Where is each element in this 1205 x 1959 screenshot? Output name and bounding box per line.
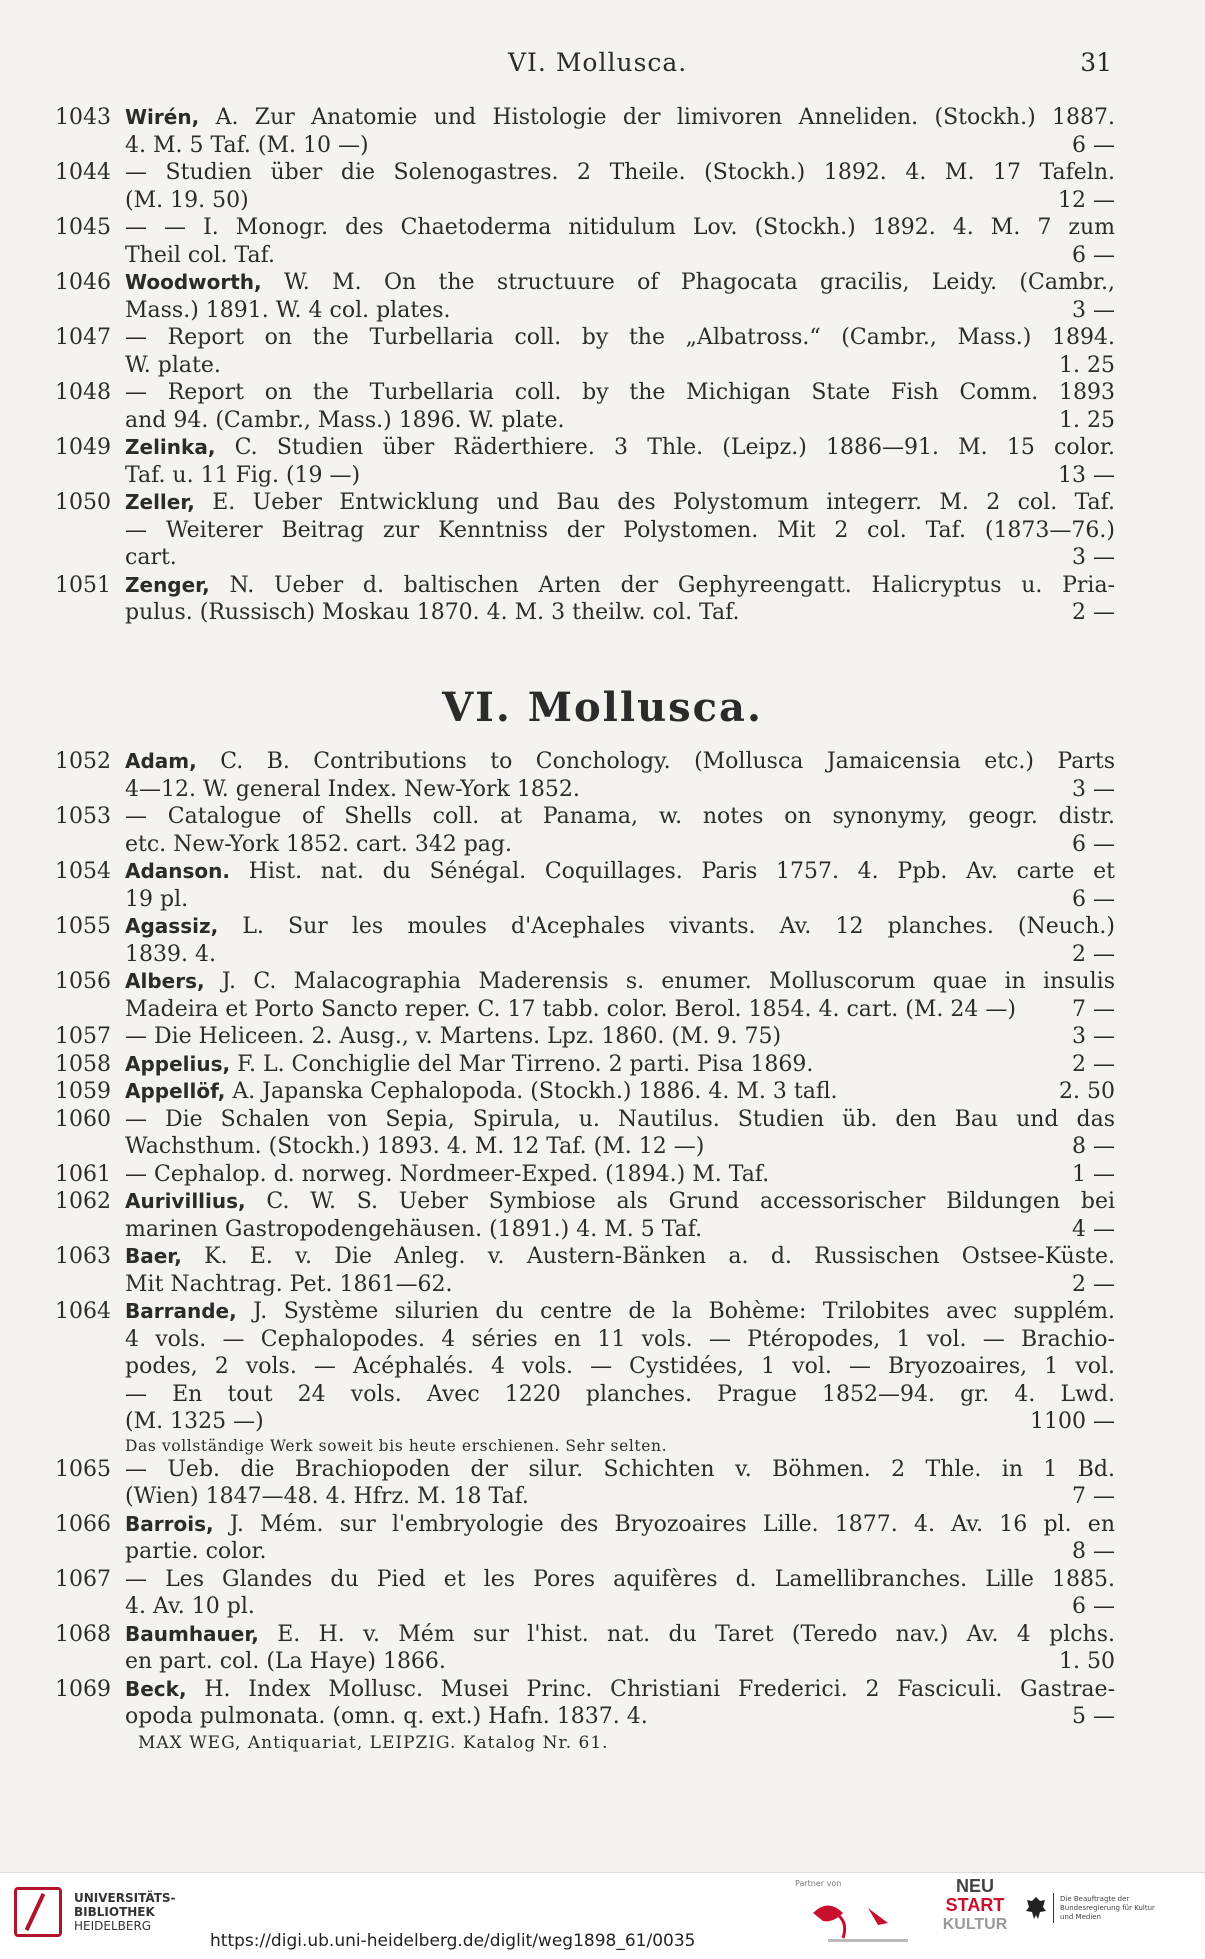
catalogue-entry xyxy=(55,748,1115,803)
university-logo-icon xyxy=(14,1887,62,1937)
catalogue-entry xyxy=(55,572,1115,627)
entry-body xyxy=(125,379,1115,434)
catalogue-entry xyxy=(55,1051,1115,1079)
entry-last-text xyxy=(125,886,1072,914)
entry-last-line xyxy=(125,599,1115,627)
catalogue-entry xyxy=(55,269,1115,324)
entry-last-line xyxy=(125,831,1115,859)
entry-text: — Weiterer Beitrag zur Kenntniss der Polystomen. Mit 2 col. Taf. (1873—76.) xyxy=(125,517,1115,543)
entry-body xyxy=(125,1621,1115,1676)
entry-text: etc. New-York 1852. cart. 342 pag. xyxy=(125,831,512,857)
entry-text: — Ueb. die Brachiopoden der silur. Schichten v. Böhmen. 2 Thle. in 1 Bd. xyxy=(125,1456,1115,1482)
entry-line xyxy=(125,1243,1115,1271)
entry-body xyxy=(125,913,1115,968)
entry-body xyxy=(125,434,1115,489)
catalogue-entry xyxy=(55,803,1115,858)
university-logo-text xyxy=(74,1891,176,1933)
entry-line xyxy=(125,104,1115,132)
entry-text: 4—12. W. general Index. New-York 1852. xyxy=(125,776,580,802)
entry-line xyxy=(125,379,1115,407)
entry-number: 1048 xyxy=(55,380,111,405)
entry-number: 1069 xyxy=(55,1676,111,1702)
entry-text: H. Index Mollusc. Musei Princ. Christiani Frederici. 2 Fasciculi. Gastrae- xyxy=(204,1676,1116,1702)
entry-price: 7 — xyxy=(1072,996,1115,1022)
entry-text: Hist. nat. du Sénégal. Coquillages. Paris 1757. 4. Ppb. Av. carte et xyxy=(248,859,1115,884)
entry-last-text xyxy=(125,996,1072,1024)
catalogue-entry xyxy=(55,1243,1115,1298)
entry-body xyxy=(125,572,1115,627)
entry-body xyxy=(125,159,1115,214)
entry-text: Mass.) 1891. W. 4 col. plates. xyxy=(125,297,451,323)
catalogue-entry xyxy=(55,214,1115,269)
entry-text: — Les Glandes du Pied et les Pores aquifères d. Lamellibranches. Lille 1885. xyxy=(125,1566,1115,1592)
entry-last-text xyxy=(125,1538,1072,1566)
entry-last-line xyxy=(125,1538,1115,1566)
federal-eagle-icon xyxy=(1025,1895,1047,1921)
entry-text: Theil col. Taf. xyxy=(125,242,275,268)
entry-number: 1057 xyxy=(55,1024,111,1049)
entry-line xyxy=(125,489,1115,517)
author-name: Agassiz, xyxy=(125,914,219,938)
entry-number: 1066 xyxy=(55,1511,111,1537)
entry-last-text xyxy=(125,1133,1072,1161)
entry-line xyxy=(125,748,1115,776)
entry-price: 3 — xyxy=(1072,1024,1115,1049)
entry-price: 1. 25 xyxy=(1059,407,1115,433)
page-number: 31 xyxy=(1080,48,1112,77)
entry-body xyxy=(125,1078,1115,1106)
entry-line xyxy=(125,1566,1115,1594)
entry-body xyxy=(125,489,1115,572)
entry-last-line xyxy=(125,132,1115,160)
entry-body xyxy=(125,324,1115,379)
entry-text: — En tout 24 vols. Avec 1220 planches. Prague 1852—94. gr. 4. Lwd. xyxy=(125,1381,1115,1407)
entry-body xyxy=(125,1106,1115,1161)
author-name: Zelinka, xyxy=(125,435,216,459)
entry-text: 4. Av. 10 pl. xyxy=(125,1594,255,1619)
neu-text: NEU xyxy=(955,1876,994,1896)
entry-last-line xyxy=(125,1161,1115,1189)
entry-text: E. Ueber Entwicklung und Bau des Polystomum integerr. M. 2 col. Taf. xyxy=(212,490,1115,515)
entry-number: 1054 xyxy=(55,859,111,884)
entry-last-line xyxy=(125,1133,1115,1161)
entry-text: and 94. (Cambr., Mass.) 1896. W. plate. xyxy=(125,407,565,433)
entry-last-text xyxy=(125,1023,1072,1051)
entry-body xyxy=(125,803,1115,858)
entry-number: 1058 xyxy=(55,1051,111,1077)
entry-number: 1067 xyxy=(55,1566,111,1592)
entry-number: 1052 xyxy=(55,749,111,774)
entry-last-line xyxy=(125,544,1115,572)
entry-body xyxy=(125,269,1115,324)
partner-label: Partner von xyxy=(795,1879,842,1888)
entry-number: 1045 xyxy=(55,215,111,240)
entry-line xyxy=(125,324,1115,352)
entry-price: 2 — xyxy=(1072,600,1115,625)
federal-text: Die Beauftragte der Bundesregierung für Kultur und Medien xyxy=(1060,1894,1155,1921)
entry-text: — — I. Monogr. des Chaetoderma nitidulum Lov. (Stockh.) 1892. 4. M. 7 zum xyxy=(125,215,1115,240)
entry-last-text xyxy=(125,407,1059,435)
entry-body xyxy=(125,1023,1115,1051)
entry-text: 4 vols. — Cephalopodes. 4 séries en 11 vols. — Ptéropodes, 1 vol. — Brachio- xyxy=(125,1326,1115,1352)
author-name: Baumhauer, xyxy=(125,1621,259,1646)
entry-last-text xyxy=(125,352,1059,380)
entry-text: opoda pulmonata. (omn. q. ext.) Hafn. 1837. 4. xyxy=(125,1704,648,1729)
entry-price: 6 — xyxy=(1072,132,1115,158)
entry-last-line xyxy=(125,407,1115,435)
entry-text: A. Japanska Cephalopoda. (Stockh.) 1886. 4. M. 3 tafl. xyxy=(232,1079,838,1104)
entry-last-text xyxy=(125,297,1072,325)
entry-last-line xyxy=(125,1593,1115,1621)
entry-number: 1053 xyxy=(55,804,111,829)
entry-line xyxy=(125,1298,1115,1326)
entry-last-text xyxy=(125,132,1072,160)
entry-text: (Wien) 1847—48. 4. Hfrz. M. 18 Taf. xyxy=(125,1484,529,1509)
entry-price: 3 — xyxy=(1072,545,1115,570)
entry-number: 1056 xyxy=(55,969,111,994)
entry-text: J. Mém. sur l'embryologie des Bryozoaires Lille. 1877. 4. Av. 16 pl. en xyxy=(229,1511,1115,1537)
kultur-text: KULTUR xyxy=(942,1916,1008,1933)
catalogue-entry xyxy=(55,379,1115,434)
entry-price: 6 — xyxy=(1072,1594,1115,1619)
entry-text: C. B. Contributions to Conchology. (Mollusca Jamaicensia etc.) Parts xyxy=(220,749,1115,774)
catalogue-entry xyxy=(55,489,1115,572)
entry-line xyxy=(125,1106,1115,1134)
author-name: Albers, xyxy=(125,969,205,993)
entry-last-text xyxy=(125,1051,1072,1079)
entry-text: L. Sur les moules d'Acephales vivants. Av. 12 planches. (Neuch.) xyxy=(242,914,1115,939)
entry-price: 8 — xyxy=(1072,1539,1115,1564)
entry-last-line xyxy=(125,996,1115,1024)
entry-last-text xyxy=(125,242,1072,270)
author-name: Adanson. xyxy=(125,859,231,883)
running-title: VI. Mollusca. xyxy=(508,48,688,77)
entry-line xyxy=(125,434,1115,462)
entry-body xyxy=(125,1188,1115,1243)
entry-last-line xyxy=(125,1023,1115,1051)
entry-line xyxy=(125,1621,1115,1649)
catalogue-entry xyxy=(55,104,1115,159)
entry-body xyxy=(125,1243,1115,1298)
entry-number: 1059 xyxy=(55,1079,111,1104)
entry-line xyxy=(125,1353,1115,1381)
entry-line xyxy=(125,572,1115,600)
entry-last-line xyxy=(125,1216,1115,1244)
entry-line xyxy=(125,269,1115,297)
entry-text: C. W. S. Ueber Symbiose als Grund accessorischer Bildungen bei xyxy=(266,1189,1116,1214)
entry-text: Mit Nachtrag. Pet. 1861—62. xyxy=(125,1271,453,1297)
entry-body xyxy=(125,1051,1115,1079)
author-name: Aurivillius, xyxy=(125,1189,246,1213)
permalink-url[interactable]: https://digi.ub.uni-heidelberg.de/diglit/weg1898_61/0035 xyxy=(210,1931,696,1951)
entry-last-line xyxy=(125,1483,1115,1511)
catalogue-entry xyxy=(55,1566,1115,1621)
entry-text: (M. 19. 50) xyxy=(125,187,249,213)
entry-body xyxy=(125,1676,1115,1731)
entry-price: 6 — xyxy=(1072,886,1115,912)
entry-body xyxy=(125,1161,1115,1189)
uni-line-1: UNIVERSITÄTS- xyxy=(74,1891,176,1905)
entry-number: 1064 xyxy=(55,1299,111,1324)
entry-price: 13 — xyxy=(1058,462,1115,488)
author-name: Appelius, xyxy=(125,1051,231,1076)
entry-number: 1061 xyxy=(55,1161,111,1187)
entry-text: en part. col. (La Haye) 1866. xyxy=(125,1649,446,1674)
entry-price: 1. 50 xyxy=(1059,1649,1115,1674)
entry-price: 6 — xyxy=(1072,831,1115,857)
catalogue-entry xyxy=(55,913,1115,968)
author-name: Beck, xyxy=(125,1676,187,1701)
entry-line xyxy=(125,1676,1115,1704)
entry-last-line xyxy=(125,297,1115,325)
entry-last-text xyxy=(125,1703,1072,1731)
entry-text: — Cephalop. d. norweg. Nordmeer-Exped. (1894.) M. Taf. xyxy=(125,1161,770,1187)
deutsche-digitale-bibliothek-logo-icon[interactable] xyxy=(808,1893,920,1947)
entry-line xyxy=(125,517,1115,545)
entry-line xyxy=(125,1326,1115,1354)
entry-text: podes, 2 vols. — Acéphalés. 4 vols. — Cystidées, 1 vol. — Bryozoaires, 1 vol. xyxy=(125,1354,1115,1379)
catalogue-entry xyxy=(55,1676,1115,1731)
entry-text: cart. xyxy=(125,545,177,570)
catalogue-entry xyxy=(55,1023,1115,1051)
author-name: Adam, xyxy=(125,749,197,773)
entry-text: W. M. On the structuure of Phagocata gracilis, Leidy. (Cambr., xyxy=(283,270,1115,295)
entry-price: 7 — xyxy=(1072,1484,1115,1509)
entry-last-line xyxy=(125,776,1115,804)
entry-number: 1060 xyxy=(55,1106,111,1132)
entry-price: 2 — xyxy=(1072,1271,1115,1297)
author-name: Appellöf, xyxy=(125,1079,226,1103)
author-name: Zeller, xyxy=(125,490,195,514)
entry-last-line xyxy=(125,1408,1115,1436)
entry-last-text xyxy=(125,1483,1072,1511)
entry-text: J. C. Malacographia Maderensis s. enumer. Molluscorum quae in insulis xyxy=(221,969,1115,994)
section-heading: VI. Mollusca. xyxy=(442,684,763,731)
entry-last-text xyxy=(125,776,1072,804)
entry-body xyxy=(125,1566,1115,1621)
entry-text: 4. M. 5 Taf. (M. 10 —) xyxy=(125,132,369,158)
catalogue-entry xyxy=(55,1298,1115,1436)
entry-price: 1100 — xyxy=(1030,1409,1115,1434)
entry-line xyxy=(125,858,1115,886)
author-name: Barrande, xyxy=(125,1299,237,1323)
entry-text: marinen Gastropodengehäusen. (1891.) 4. M. 5 Taf. xyxy=(125,1216,703,1242)
entry-text: E. H. v. Mém sur l'hist. nat. du Taret (Teredo nav.) Av. 4 plchs. xyxy=(277,1621,1116,1647)
entry-last-text xyxy=(125,1593,1072,1621)
viewer-bottom-bar xyxy=(0,1872,1205,1959)
entry-last-text xyxy=(125,462,1058,490)
entries-top xyxy=(55,104,1115,627)
author-name: Wirén, xyxy=(125,105,200,129)
entry-last-text xyxy=(125,599,1072,627)
entry-price: 1. 25 xyxy=(1059,352,1115,378)
entry-price: 8 — xyxy=(1072,1134,1115,1159)
entry-body xyxy=(125,748,1115,803)
entry-text: 1839. 4. xyxy=(125,941,216,967)
entry-last-line xyxy=(125,187,1115,215)
entry-text: — Studien über die Solenogastres. 2 Theile. (Stockh.) 1892. 4. M. 17 Tafeln. xyxy=(125,160,1115,185)
entry-price: 2 — xyxy=(1072,941,1115,967)
entry-line xyxy=(125,1456,1115,1484)
entry-price: 5 — xyxy=(1072,1704,1115,1729)
entry-last-text xyxy=(125,831,1072,859)
entry-number: 1051 xyxy=(55,572,111,598)
entry-line xyxy=(125,968,1115,996)
entry-price: 1 — xyxy=(1072,1161,1115,1187)
entry-number: 1046 xyxy=(55,270,111,295)
entry-number: 1043 xyxy=(55,105,111,130)
author-name: Baer, xyxy=(125,1244,182,1268)
entry-text: (M. 1325 —) xyxy=(125,1409,264,1434)
entry-last-line xyxy=(125,1051,1115,1079)
catalogue-footer: MAX WEG, Antiquariat, LEIPZIG. Katalog Nr. 61. xyxy=(138,1733,609,1753)
entry-price: 6 — xyxy=(1072,242,1115,268)
logo-divider xyxy=(1053,1893,1054,1923)
entry-number: 1068 xyxy=(55,1621,111,1647)
federal-government-logo[interactable] xyxy=(1025,1893,1170,1923)
entry-number: 1044 xyxy=(55,160,111,185)
catalogue-entry xyxy=(55,1621,1115,1676)
entry-text: Madeira et Porto Sancto reper. C. 17 tabb. color. Berol. 1854. 4. cart. (M. 24 —) xyxy=(125,996,1016,1022)
entry-last-text xyxy=(125,187,1058,215)
entry-body xyxy=(125,214,1115,269)
entry-body xyxy=(125,1511,1115,1566)
entry-number: 1049 xyxy=(55,435,111,460)
entry-body xyxy=(125,1456,1115,1511)
entry-line xyxy=(125,913,1115,941)
entry-body xyxy=(125,858,1115,913)
entry-text: K. E. v. Die Anleg. v. Austern-Bänken a. d. Russischen Ostsee-Küste. xyxy=(204,1244,1115,1269)
entry-last-line xyxy=(125,352,1115,380)
entry-number: 1065 xyxy=(55,1456,111,1482)
entry-text: partie. color. xyxy=(125,1539,267,1564)
entry-last-text xyxy=(125,1161,1072,1189)
entry-line xyxy=(125,803,1115,831)
running-header xyxy=(0,48,1205,82)
entry-last-line xyxy=(125,462,1115,490)
entry-text: W. plate. xyxy=(125,352,221,378)
entry-line xyxy=(125,1188,1115,1216)
entry-price: 2. 50 xyxy=(1059,1079,1115,1104)
entry-line xyxy=(125,1381,1115,1409)
uni-line-2: BIBLIOTHEK xyxy=(74,1905,155,1919)
entry-number: 1047 xyxy=(55,325,111,350)
entry-last-line xyxy=(125,1648,1115,1676)
catalogue-entry xyxy=(55,968,1115,1023)
catalogue-entry xyxy=(55,1106,1115,1161)
catalogue-entry xyxy=(55,434,1115,489)
entry-text: — Report on the Turbellaria coll. by the Michigan State Fish Comm. 1893 xyxy=(125,380,1115,405)
start-text: START xyxy=(945,1895,1005,1915)
entry-line xyxy=(125,214,1115,242)
entry-text: — Report on the Turbellaria coll. by the „Albatross.“ (Cambr., Mass.) 1894. xyxy=(125,325,1115,350)
entry-text: — Die Heliceen. 2. Ausg., v. Martens. Lpz. 1860. (M. 9. 75) xyxy=(125,1024,782,1049)
entry-text: J. Système silurien du centre de la Bohème: Trilobites avec supplém. xyxy=(253,1299,1115,1324)
entry-text: Taf. u. 11 Fig. (19 —) xyxy=(125,462,361,488)
entry-price: 12 — xyxy=(1058,187,1115,213)
entry-body xyxy=(125,968,1115,1023)
entry-text: — Die Schalen von Sepia, Spirula, u. Nautilus. Studien üb. den Bau und das xyxy=(125,1106,1115,1132)
catalogue-entry xyxy=(55,1188,1115,1243)
entry-text: F. L. Conchiglie del Mar Tirreno. 2 parti. Pisa 1869. xyxy=(237,1051,814,1077)
entry-text: — Catalogue of Shells coll. at Panama, w. notes on synonymy, geogr. distr. xyxy=(125,804,1115,829)
entries-bottom xyxy=(55,748,1115,1731)
catalogue-entry xyxy=(55,1161,1115,1189)
entry-last-text xyxy=(125,544,1072,572)
entry-text: A. Zur Anatomie und Histologie der limivoren Anneliden. (Stockh.) 1887. xyxy=(215,105,1115,130)
entry-note: Das vollständige Werk soweit bis heute erschienen. Sehr selten. xyxy=(125,1436,668,1455)
entry-last-text xyxy=(125,1408,1030,1436)
neustart-kultur-logo[interactable] xyxy=(940,1877,1010,1934)
entry-text: C. Studien über Räderthiere. 3 Thle. (Leipz.) 1886—91. M. 15 color. xyxy=(234,435,1115,460)
entry-last-text xyxy=(125,1648,1059,1676)
entry-text: Wachsthum. (Stockh.) 1893. 4. M. 12 Taf. (M. 12 —) xyxy=(125,1134,705,1159)
author-name: Barrois, xyxy=(125,1511,214,1536)
entry-number: 1063 xyxy=(55,1244,111,1269)
entry-body xyxy=(125,1298,1115,1436)
entry-last-text xyxy=(125,1271,1072,1299)
entry-price: 2 — xyxy=(1072,1051,1115,1077)
catalogue-entry xyxy=(55,324,1115,379)
author-name: Woodworth, xyxy=(125,270,262,294)
catalogue-entry xyxy=(55,1078,1115,1106)
entry-last-text xyxy=(125,1216,1072,1244)
entry-last-line xyxy=(125,1078,1115,1106)
entry-last-line xyxy=(125,1271,1115,1299)
university-library-logo[interactable] xyxy=(14,1887,176,1937)
entry-body xyxy=(125,104,1115,159)
entry-line xyxy=(125,159,1115,187)
catalogue-entry xyxy=(55,159,1115,214)
entry-line xyxy=(125,1511,1115,1539)
entry-price: 3 — xyxy=(1072,297,1115,323)
entry-price: 3 — xyxy=(1072,776,1115,802)
author-name: Zenger, xyxy=(125,572,210,597)
catalogue-entry xyxy=(55,1511,1115,1566)
catalogue-entry xyxy=(55,1456,1115,1511)
entry-text: N. Ueber d. baltischen Arten der Gephyreengatt. Halicryptus u. Pria- xyxy=(229,572,1115,598)
entry-last-text xyxy=(125,941,1072,969)
entry-text: pulus. (Russisch) Moskau 1870. 4. M. 3 theilw. col. Taf. xyxy=(125,600,740,625)
uni-line-3: HEIDELBERG xyxy=(74,1919,152,1933)
entry-last-line xyxy=(125,1703,1115,1731)
entry-price: 4 — xyxy=(1072,1216,1115,1242)
entry-last-line xyxy=(125,941,1115,969)
catalogue-entry xyxy=(55,858,1115,913)
entry-last-text xyxy=(125,1078,1059,1106)
entry-last-line xyxy=(125,886,1115,914)
entry-text: 19 pl. xyxy=(125,886,189,912)
entry-number: 1050 xyxy=(55,490,111,515)
entry-number: 1055 xyxy=(55,914,111,939)
entry-number: 1062 xyxy=(55,1189,111,1214)
entry-last-line xyxy=(125,242,1115,270)
